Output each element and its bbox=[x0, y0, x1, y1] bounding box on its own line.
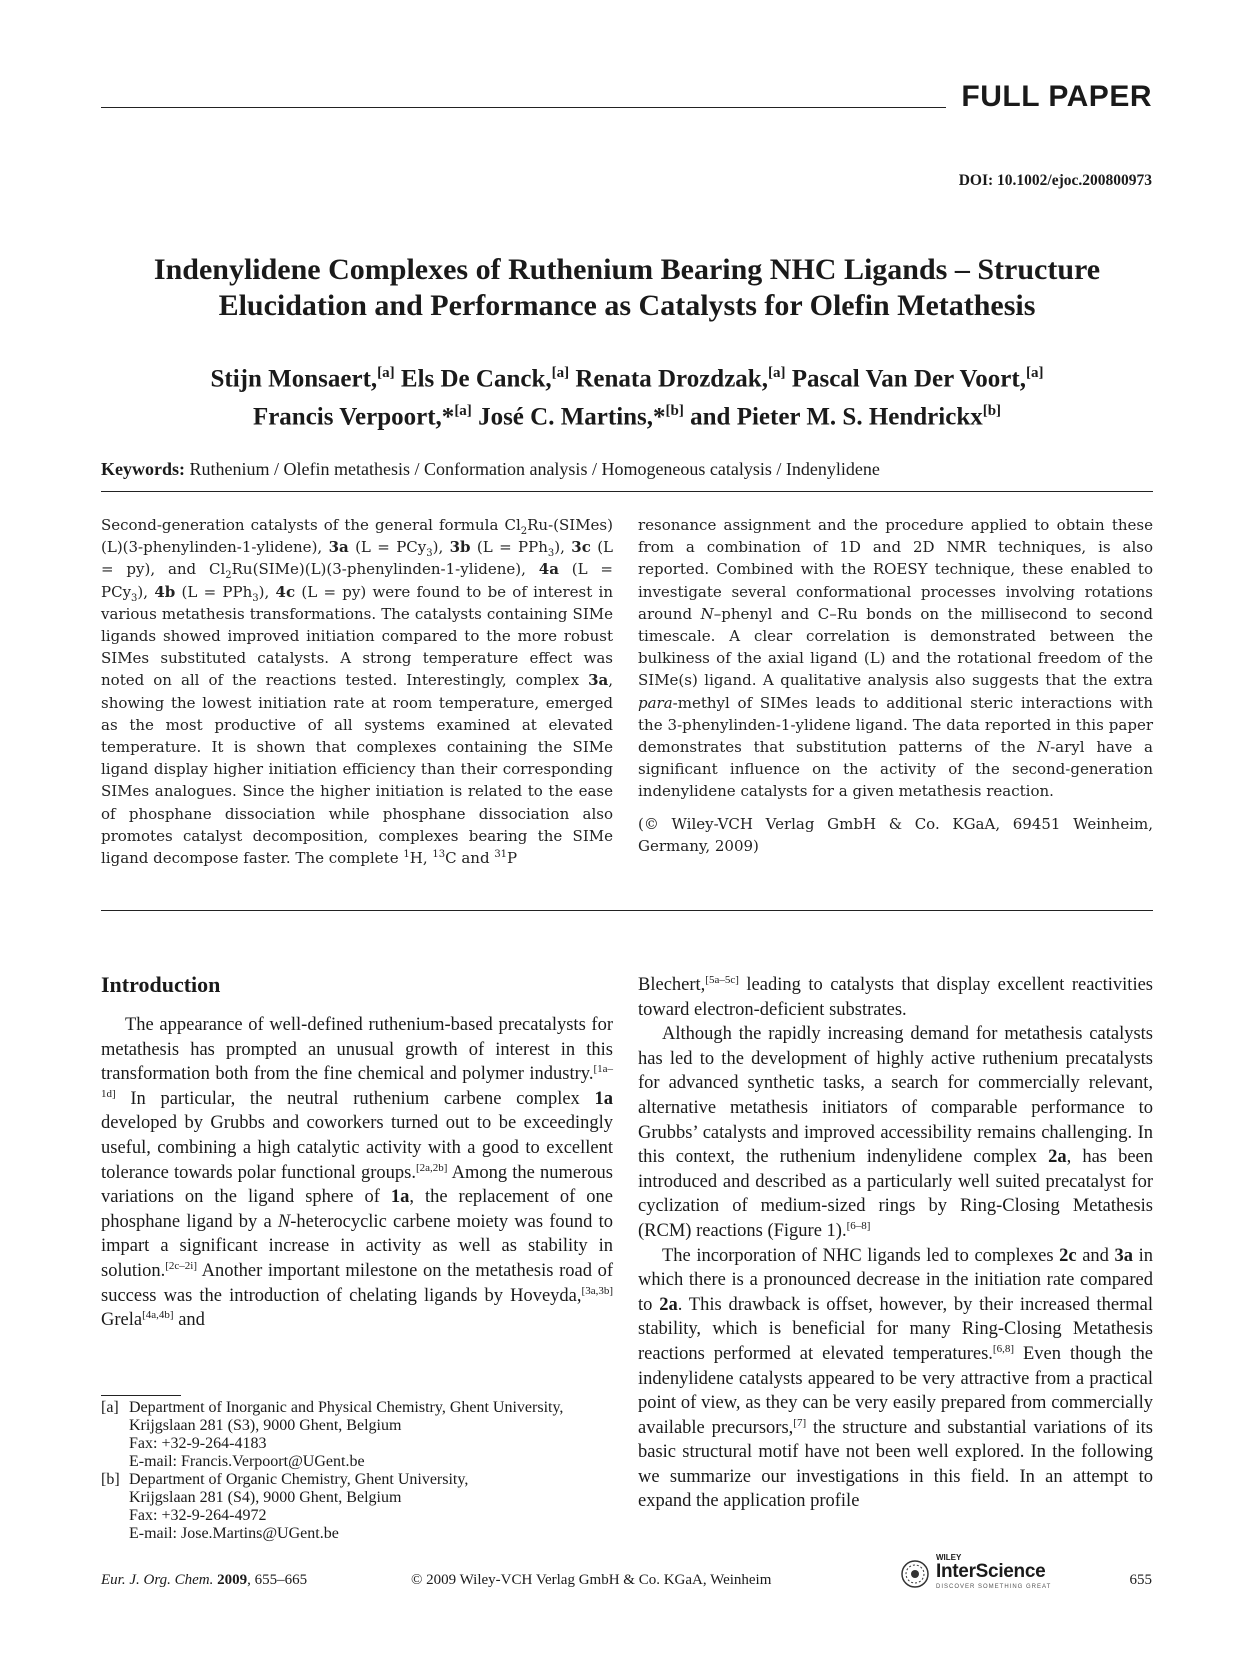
affiliation-b: [b] Department of Organic Chemistry, Ghent University, Krijgslaan 281 (S4), 9000 Ghent, Belgium Fax: +32-9-264-4972 E-mail: Jose.Martins@UGent.be bbox=[101, 1471, 613, 1543]
reference-citation: [1a–1d] bbox=[101, 1063, 613, 1100]
author-affiliation: [b] bbox=[982, 403, 1002, 420]
author-name: Stijn Monsaert, bbox=[210, 365, 378, 393]
paper-title bbox=[101, 252, 1153, 324]
reference-citation: [2a,2b] bbox=[416, 1161, 448, 1174]
abstract-paragraph: Second-generation catalysts of the general formula $Cl_2Ru-(SIMes)(L)(3-phenylinden-1-ylidene)$, 3a (L = PCy$_3$), 3b (L = PPh$_3$), 3c (L = py), and $Cl_2Ru(SIMe)(L)(3-phenylinden-1-ylidene)$, 4a (L = PCy$_3$), 4b (L = PPh$_3$), 4c (L = py) were found to be of interest in various metathesis transformations. The catalysts containing SIMe ligands showed improved initiation compared to the more robust SIMes substituted catalysts. A strong temperature effect was noted on all of the reactions tested. Interestingly, complex 3a, showing the lowest initiation rate at room temperature, emerged as the most productive of all systems examined at elevated temperature. It is shown that complexes containing the SIMe ligand display higher initiation efficiency than their corresponding SIMes analogues. Since the higher initiation is related to the ease of phosphane dissociation while phosphane dissociation also promotes catalyst decomposition, complexes bearing the SIMe ligand decompose faster. The complete $^1$H, $^{13}$C and $^{31}$P bbox=[101, 516, 614, 868]
footnote-rule bbox=[101, 1395, 181, 1396]
title-line-2: Elucidation and Performance as Catalysts for Olefin Metathesis bbox=[218, 289, 1036, 322]
abstract-right-column bbox=[638, 514, 1153, 857]
footer-copyright: © 2009 Wiley-VCH Verlag GmbH & Co. KGaA, Weinheim bbox=[411, 1572, 772, 1588]
keywords bbox=[101, 459, 880, 480]
body-paragraph: The appearance of well-defined ruthenium-based precatalysts for metathesis has prompted an unusual growth of interest in this transformation both from the fine chemical and polymer industry.[1a–1d] In particular, the neutral ruthenium carbene complex 1a developed by Grubbs and coworkers turned out to be exceedingly useful, combining a high catalytic activity with a good to excellent tolerance towards polar functional groups.[2a,2b] Among the numerous variations on the ligand sphere of 1a, the replacement of one phosphane ligand by a N-heterocyclic carbene moiety was found to impart a significant increase in activity as well as stability in solution.[2c–2i] Another important milestone on the metathesis road of success was the introduction of chelating ligands by Hoveyda,[3a,3b] Grela[4a,4b] and bbox=[101, 1015, 613, 1331]
intro-left-column bbox=[101, 1013, 613, 1333]
globe-icon bbox=[900, 1559, 930, 1589]
reference-citation: [6,8] bbox=[992, 1342, 1014, 1355]
author-affiliation: [a] bbox=[1025, 365, 1044, 381]
reference-citation: [6–8] bbox=[846, 1219, 871, 1232]
section-heading-introduction: Introduction bbox=[101, 972, 221, 997]
reference-citation: [3a,3b] bbox=[581, 1284, 613, 1297]
footer-citation: Eur. J. Org. Chem. 2009, 655–665 bbox=[101, 1572, 308, 1588]
author-affiliation: [a] bbox=[551, 365, 570, 381]
reference-citation: [5a–5c] bbox=[705, 973, 739, 986]
page-number: 655 bbox=[1129, 1572, 1152, 1588]
body-paragraph: Blechert,[5a–5c] leading to catalysts that display excellent reactivities toward electron-deficient substrates. bbox=[638, 973, 1153, 1020]
affiliation-a: [a] Department of Inorganic and Physical Chemistry, Ghent University, Krijgslaan 281 (S3), 9000 Ghent, Belgium Fax: +32-9-264-4183 E-mail: Francis.Verpoort@UGent.be bbox=[101, 1399, 613, 1471]
reference-citation: [7] bbox=[793, 1416, 807, 1429]
author-name: Pascal Van Der Voort, bbox=[791, 365, 1026, 393]
author-name: Francis Verpoort,* bbox=[252, 403, 455, 431]
abstract-left-column bbox=[101, 514, 613, 869]
intro-right-column bbox=[638, 973, 1153, 1514]
copyright-note: (© Wiley-VCH Verlag GmbH & Co. KGaA, 69451 Weinheim, Germany, 2009) bbox=[638, 814, 1153, 855]
author-name: Renata Drozdzak, bbox=[575, 365, 768, 393]
author-line-1 bbox=[101, 357, 1153, 395]
author-name: José C. Martins,* bbox=[478, 403, 666, 431]
reference-citation: [4a,4b] bbox=[142, 1308, 174, 1321]
author-name: Els De Canck, bbox=[400, 365, 552, 393]
author-list bbox=[101, 357, 1153, 434]
interscience-logo: WILEY InterScience DISCOVER SOMETHING GREAT bbox=[900, 1553, 1060, 1593]
reference-citation: [2c–2i] bbox=[165, 1259, 198, 1272]
author-affiliation: [a] bbox=[377, 365, 395, 381]
author-name: and Pieter M. S. Hendrickx bbox=[690, 403, 983, 431]
affiliation-footnotes bbox=[101, 1399, 613, 1543]
abstract-paragraph: resonance assignment and the procedure applied to obtain these from a combination of 1D and 2D NMR techniques, is also reported. Combined with the ROESY technique, these enabled to investigate several conformational processes involving rotations around N–phenyl and C–Ru bonds on the millisecond to second timescale. A clear correlation is demonstrated between the bulkiness of the axial ligand (L) and the rotational freedom of the SIMe(s) ligand. A qualitative analysis also suggests that the extra para-methyl of SIMes leads to additional steric interactions with the 3-phenylinden-1-ylidene ligand. The data reported in this paper demonstrates that substitution patterns of the N-aryl have a significant influence on the activity of the second-generation indenylidene catalysts for a given metathesis reaction. bbox=[638, 516, 1154, 801]
email-link[interactable]: E-mail: Jose.Martins@UGent.be bbox=[129, 1525, 339, 1542]
keywords-label: Keywords: bbox=[101, 459, 185, 479]
author-affiliation: [b] bbox=[665, 403, 684, 420]
doi: DOI: 10.1002/ejoc.200800973 bbox=[958, 172, 1152, 189]
abstract-rule bbox=[101, 910, 1153, 911]
keywords-list: Ruthenium / Olefin metathesis / Conformation analysis / Homogeneous catalysis / Indenylidene bbox=[189, 459, 880, 479]
body-paragraph: The incorporation of NHC ligands led to complexes 2c and 3a in which there is a pronounced decrease in the initiation rate compared to 2a. This drawback is offset, however, by their increased thermal stability, which is beneficial for many Ring-Closing Metathesis reactions performed at elevated temperatures.[6,8] Even though the indenylidene catalysts appeared to be very attractive from a practical point of view, as they can be very easily prepared from commercially available precursors,[7] the structure and substantial variations of its basic structural motif have not been well explored. In the following we summarize our investigations in this field. In an attempt to expand the application profile bbox=[638, 1245, 1153, 1512]
header-rule bbox=[101, 107, 946, 108]
author-affiliation: [a] bbox=[767, 365, 786, 381]
author-affiliation: [a] bbox=[454, 403, 472, 420]
email-link[interactable]: E-mail: Francis.Verpoort@UGent.be bbox=[129, 1453, 365, 1470]
body-paragraph: Although the rapidly increasing demand for metathesis catalysts has led to the development of highly active ruthenium precatalysts for advanced synthetic tasks, a search for commercially relevant, alternative metathesis initiators of comparable performance to Grubbs’ catalysts and improved accessibility remains challenging. In this context, the ruthenium indenylidene complex 2a, has been introduced and described as a particularly well suited precatalyst for cyclization of medium-sized rings by Ring-Closing Metathesis (RCM) reactions (Figure 1).[6–8] bbox=[638, 1024, 1153, 1241]
keywords-rule bbox=[101, 491, 1153, 492]
author-line-2 bbox=[101, 395, 1153, 433]
title-line-1: Indenylidene Complexes of Ruthenium Bearing NHC Ligands – Structure bbox=[153, 253, 1101, 286]
section-label: FULL PAPER bbox=[961, 80, 1152, 113]
